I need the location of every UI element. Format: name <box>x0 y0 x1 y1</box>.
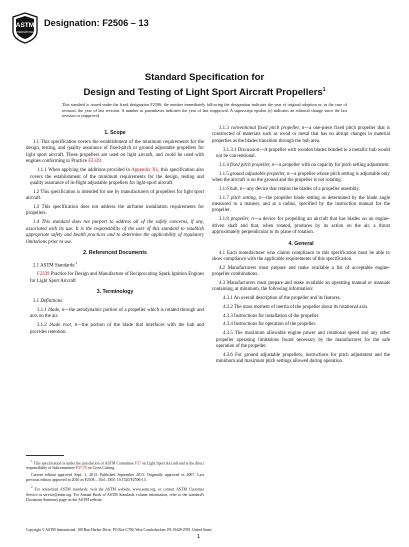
link-f2339[interactable]: F2339 <box>88 159 101 165</box>
page-number: 1 <box>197 534 201 540</box>
paragraph-1-1-1: 1.1.1 When applying the additions provided in Appendix X1, this specification also covers the establishment of the minimum requirements for the design, testing and quality assurance of in-flight adjustable propellers for light-sport aircraft. <box>30 168 204 187</box>
paragraph-1-1: 1.1 This specification covers the establishment of the minimum requirements for the design, testing, and quality assurance of fixed-pitch or ground adjustable propellers for light sport aircraft. These propellers are used on light aircraft, and could be used with engines conforming to Practice F2339. <box>26 140 204 165</box>
section-general-heading: 4. General <box>288 240 314 247</box>
footnote-rule <box>26 455 64 456</box>
svg-text:ASTM: ASTM <box>15 22 35 29</box>
paragraph-4-3-6: 4.3.6 For ground adjustable propellers, instructions for pitch adjustment and the minimum and maximum pitch settings allowed during operation. <box>216 352 390 365</box>
paragraph-4-3-2: 4.3.2 The mass moment of inertia of the propeller about its rotational axis. <box>223 304 369 310</box>
svg-text:INTERNATIONAL: INTERNATIONAL <box>14 31 36 34</box>
paragraph-4-3-1: 4.3.1 An overall description of the propeller and its features. <box>223 296 341 302</box>
paragraph-3-1-2: 3.1.2 blade root, n—the portion of the blade that interfaces with the hub and provides retention. <box>30 323 204 335</box>
link-committee-f37[interactable]: F37 <box>134 461 141 466</box>
issuance-notice: This standard is issued under the fixed designation F2506; the number immediately following the designation indicates the year of original adoption or, in the case of revision, the year of last revision. A number in parentheses indicates the year of last reapproval. A superscript epsilon (ε) indicates an editorial change since the last revision or reapproval. <box>62 102 347 119</box>
paragraph-3-1-1: 3.1.1 blade, n—the aerodynamic portion of a propeller which is rotated through and acts on the air. <box>30 308 204 320</box>
paragraph-2-1: 2.1 ASTM Standards:$^2$ <box>33 260 78 269</box>
link-subcommittee-f37-70[interactable]: F37.70 <box>75 466 87 471</box>
reference-f2339: F2339 Practice for Design and Manufacture of Reciprocating Spark Ignition Engines for Light Sport Aircraft <box>30 272 204 284</box>
paragraph-3-1-7: 3.1.7 pitch setting, n—the propeller blade setting as determined by the blade angle measured in a manner, and at a radius, specified by the instruction manual for the propeller. <box>212 195 390 214</box>
title-line-1: Standard Specification for <box>144 72 265 83</box>
paragraph-3-1-3-1: 3.1.3.1 Discussion—A propeller with wooden blades bonded to a metallic hub would not be conventional. <box>216 147 391 160</box>
footnotes <box>26 459 204 505</box>
title-line-2: Design and Testing of Light Sport Aircraft Propellers$^1$ <box>83 87 326 99</box>
link-appendix-x1[interactable]: Appendix X1 <box>131 168 159 174</box>
paragraph-3-1-8: 3.1.8 propeller, n—a device for propelling an aircraft that has blades on an engine-driven shaft and that, when rotated, produces by its action on the air, a thrust approximately perpendicular to its plane of rotation. <box>212 217 390 236</box>
section-terminology-heading: 3. Terminology <box>96 289 134 296</box>
paragraph-4-3-5: 4.3.5 The maximum allowable engine power and rotational speed and any other propeller operating limitations found necessary by the manufacturer for the safe operation of the propeller. <box>216 331 390 350</box>
paragraph-3-1-6: 3.1.6 hub, n—any device that retains the blades of a propeller assembly. <box>219 186 360 192</box>
footnote-1: $^1$ This specification is under the jurisdiction of ASTM Committee F37 on Light Sport Aircraft and is the direct responsibility of Subcommittee F37.70 on Cross Cutting. <box>26 459 204 471</box>
paragraph-3-1-4: 3.1.4 fixed pitch propeller, n—a propeller with no capacity for pitch setting adjustment. <box>219 162 390 168</box>
paragraph-4-3: 4.3 Manufacturers must prepare and make available an operating manual or manuals containing, at minimum, the following information: <box>212 280 390 293</box>
copyright-notice: Copyright © ASTM International, 100 Barr Harbor Drive, PO Box C700, West Conshohocken, PA 19428-2959. United States <box>26 528 212 532</box>
paragraph-4-3-3: 4.3.3 Instructions for installation of the propeller. <box>223 313 320 319</box>
footnote-1-edition: Current edition approved Sept. 1, 2013. Published September 2013. Originally approved in 2007. Last previous edition approved in 2010 as F2506 – 10ε1. DOI: 10.1520/F2506-13. <box>26 473 204 483</box>
paragraph-3-1-5: 3.1.5 ground adjustable propeller, n—a propeller whose pitch setting is adjustable only when the aircraft is on the ground and the propeller is not rotating. <box>212 171 390 184</box>
paragraph-1-3: 1.3 This specification does not address the airframe installation requirements for propellers. <box>26 204 204 217</box>
paragraph-3-1-3: 3.1.3 conventional fixed pitch propeller, n—a one-piece fixed pitch propeller that is constructed of materials such as wood or metal that has no abrupt changes in material properties as the blades transition through the hub area. <box>212 126 390 144</box>
right-column <box>212 126 390 368</box>
paragraph-1-4: 1.4 This standard does not purport to address all of the safety concerns, if any, associated with its use. It is the responsibility of the user of this standard to establish appropriate safety and health practices and to determine the applicability of regulatory limitations prior to use. <box>26 220 204 245</box>
astm-logo <box>12 12 38 44</box>
paragraph-3-1: 3.1 Definitions: <box>33 299 64 305</box>
section-references-heading: 2. Referenced Documents <box>83 249 147 256</box>
astm-logo-mark <box>12 12 38 44</box>
section-scope-heading: 1. Scope <box>104 130 126 136</box>
left-column <box>26 126 204 338</box>
footnote-2: $^2$ For referenced ASTM standards, visit the ASTM website, www.astm.org, or contact ASTM Customer Service at service@astm.org. For Annual Book of ASTM Standards volume information, refer to the standard's Document Summary page on the ASTM website. <box>26 485 204 502</box>
paragraph-4-2: 4.2 Manufacturers must prepare and make available a list of acceptable engine-propeller combinations. <box>212 265 390 278</box>
paragraph-4-3-4: 4.3.4 Instructions for operation of the propeller. <box>223 322 317 328</box>
paragraph-1-2: 1.2 This specification is intended for use by manufacturers of propellers for light sport aircraft. <box>26 189 204 202</box>
page-title <box>0 72 409 99</box>
paragraph-4-1: 4.1 Each manufacturer who claims compliance to this specification must be able to show compliance with the applicable requirements of this specification. <box>212 250 390 263</box>
link-f2339-ref[interactable]: F2339 <box>37 272 50 278</box>
designation: Designation: F2506 – 13 <box>44 18 149 28</box>
